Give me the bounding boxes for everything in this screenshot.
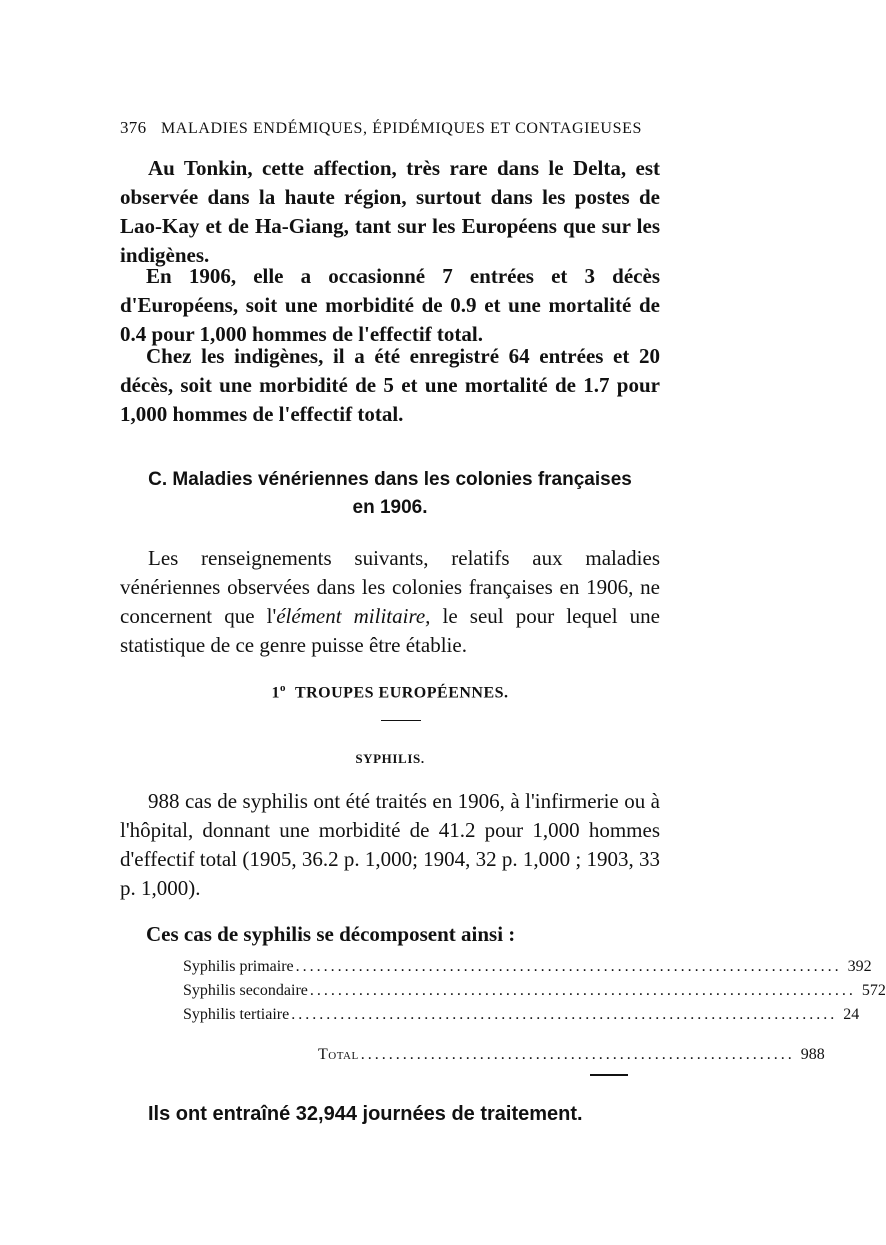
breakdown-label: Syphilis tertiaire [183,1006,290,1023]
breakdown-value: 24 [843,1006,860,1023]
running-head [120,118,660,138]
total-label: Total [318,1046,359,1063]
subheading-number: 1 [271,684,280,702]
total-rule [590,1074,628,1076]
leader-dots: .............................................................................. [295,958,842,975]
divider-rule [381,720,421,721]
paragraph-en-1906: En 1906, elle a occasionné 7 entrées et 3 décès d'Européens, soit une morbidité de 0.9 et une mortalité de 0.4 pour 1,000 hommes de l'effectif total. [120,264,660,346]
page-number: 376 [120,118,147,137]
paragraph-syphilis: 988 cas de syphilis ont été traités en 1906, à l'infirmerie ou à l'hôpital, donnant une morbidité de 41.2 pour 1,000 hommes d'effectif total (1905, 36.2 p. 1,000; 1904, 32 p. 1,000 ; 1903, 33 p. 1,000). [120,789,661,900]
subheading-text: TROUPES EUROPÉENNES. [294,684,509,702]
syphilis-heading: SYPHILIS. [355,751,425,766]
breakdown-label: Syphilis secondaire [183,982,308,999]
intro-text-end: le seul pour lequel une statistique de ce genre puisse être établie. [120,604,660,657]
leader-dots: .............................................................................. [291,1006,838,1023]
subheading-troupes [120,682,660,702]
total-row [318,1043,825,1067]
breakdown-row [183,979,886,1003]
breakdown-row [183,1003,860,1027]
total-value: 988 [800,1046,825,1063]
paragraph-intro [120,544,660,660]
paragraph-tonkin: Au Tonkin, cette affection, très rare dans le Delta, est observée dans la haute région, surtout dans les postes de Lao-Kay et de Ha-Giang, tant sur les Européens que sur les indigènes. [120,156,660,267]
subheading-sup: o [279,682,286,694]
breakdown-value: 392 [847,958,872,975]
leader-dots: .............................................................................. [309,982,856,999]
section-heading [120,466,660,522]
intro-text-start: Les renseignements suivants, relatifs aux maladies vénériennes observées dans les colonies françaises en 1906, ne concernent que l' [120,546,660,628]
leader-dots: .............................................................. [360,1046,795,1063]
section-heading-line2: en 1906. [352,497,428,518]
paragraph-indigenes: Chez les indigènes, il a été enregistré 64 entrées et 20 décès, soit une morbidité de 5 et une mortalité de 1.7 pour 1,000 hommes de l'effectif total. [120,344,660,426]
final-line: Ils ont entraîné 32,944 journées de traitement. [148,1103,583,1125]
breakdown-row [183,955,872,979]
breakdown-label: Syphilis primaire [183,958,294,975]
intro-italic: élément militaire, [276,604,431,628]
breakdown-value: 572 [861,982,886,999]
paragraph-decompose: Ces cas de syphilis se décomposent ainsi : [146,922,516,946]
section-heading-line1: C. Maladies vénériennes dans les colonies françaises [148,469,632,490]
running-title: MALADIES ENDÉMIQUES, ÉPIDÉMIQUES ET CONTAGIEUSES [160,120,642,137]
